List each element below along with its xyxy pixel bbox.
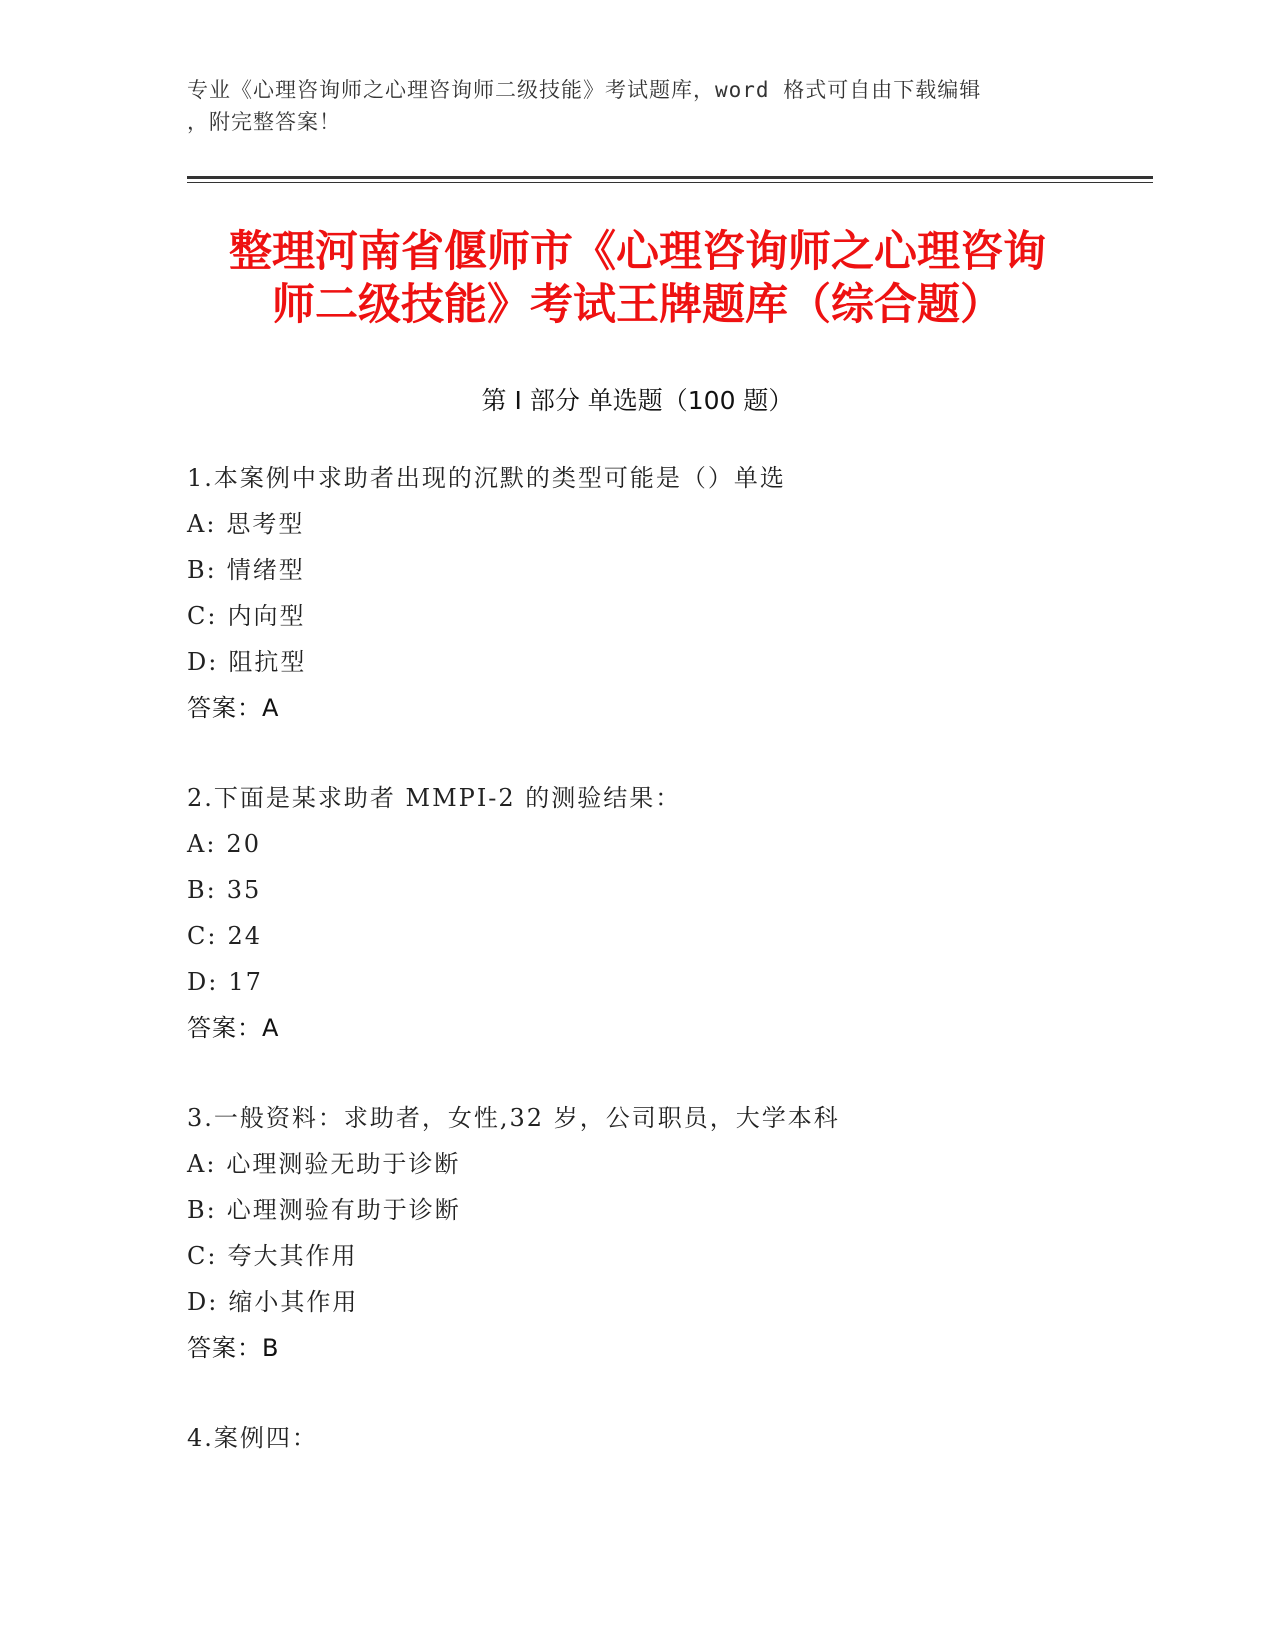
- option-c: [187, 1233, 1137, 1279]
- section-heading: 第 I 部分 单选题（100 题）: [481, 386, 794, 415]
- option-text: 阻抗型: [228, 648, 307, 676]
- option-letter: A:: [187, 510, 217, 538]
- option-text: 情绪型: [226, 556, 305, 584]
- answer-line: 答案：A: [187, 1014, 280, 1042]
- option-letter: D:: [187, 968, 219, 996]
- intro-line-1: 专业《心理咨询师之心理咨询师二级技能》考试题库，word 格式可自由下载编辑: [187, 78, 982, 102]
- option-a: [187, 1141, 1137, 1187]
- option-text: 心理测验有助于诊断: [226, 1196, 461, 1224]
- option-text: 17: [228, 968, 263, 996]
- option-text: 缩小其作用: [228, 1288, 359, 1316]
- question-stem: 4.案例四：: [187, 1424, 318, 1452]
- document-title: [150, 226, 1125, 332]
- option-letter: C:: [187, 602, 218, 630]
- intro-line-2: ，附完整答案！: [187, 110, 341, 134]
- question-stem: 2.下面是某求助者 MMPI-2 的测验结果：: [187, 784, 682, 812]
- question-2: [187, 775, 1137, 1051]
- option-text: 心理测验无助于诊断: [226, 1150, 461, 1178]
- question-1: [187, 455, 1137, 731]
- option-a: [187, 501, 1137, 547]
- option-text: 内向型: [227, 602, 306, 630]
- option-text: 思考型: [226, 510, 305, 538]
- answer-line: 答案：B: [187, 1334, 280, 1362]
- option-text: 夸大其作用: [227, 1242, 358, 1270]
- answer-line: 答案：A: [187, 694, 280, 722]
- title-line-1: 整理河南省偃师市《心理咨询师之心理咨询: [229, 227, 1046, 277]
- option-c: [187, 913, 1137, 959]
- option-b: [187, 867, 1137, 913]
- intro-text: [187, 74, 1087, 138]
- question-stem: 3.一般资料：求助者，女性,32 岁，公司职员，大学本科: [187, 1104, 840, 1132]
- option-b: [187, 1187, 1137, 1233]
- option-text: 20: [226, 830, 261, 858]
- option-a: [187, 821, 1137, 867]
- option-text: 35: [226, 876, 262, 904]
- option-b: [187, 547, 1137, 593]
- option-text: 24: [227, 922, 262, 950]
- option-letter: B:: [187, 1196, 217, 1224]
- title-line-2: 师二级技能》考试王牌题库（综合题）: [272, 280, 1003, 330]
- option-letter: B:: [187, 876, 217, 904]
- option-letter: A:: [187, 830, 217, 858]
- option-d: [187, 1279, 1137, 1325]
- option-d: [187, 959, 1137, 1005]
- option-letter: C:: [187, 1242, 218, 1270]
- option-letter: D:: [187, 648, 219, 676]
- divider-thick: [187, 176, 1153, 179]
- option-d: [187, 639, 1137, 685]
- divider-thin: [187, 182, 1153, 183]
- option-letter: B:: [187, 556, 217, 584]
- question-stem: 1.本案例中求助者出现的沉默的类型可能是（）单选: [187, 464, 786, 492]
- option-letter: A:: [187, 1150, 217, 1178]
- option-letter: D:: [187, 1288, 219, 1316]
- option-c: [187, 593, 1137, 639]
- question-3: [187, 1095, 1137, 1371]
- option-letter: C:: [187, 922, 218, 950]
- question-4: [187, 1415, 1137, 1461]
